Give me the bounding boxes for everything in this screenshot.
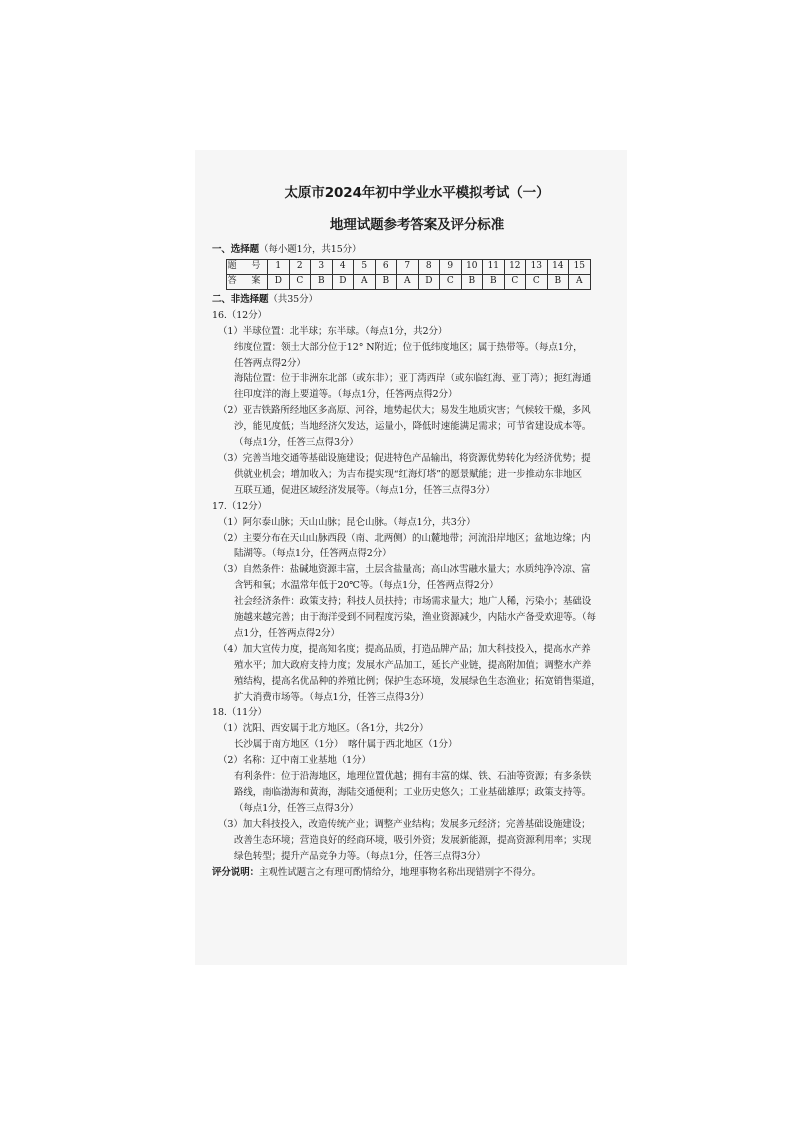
scoring-note-label: 评分说明： <box>212 866 260 878</box>
question-number-cell: 13 <box>526 259 548 274</box>
question-number-cell: 6 <box>375 259 397 274</box>
answer-line: 扩大消费市场等。（每点1分，任答三点得3分） <box>234 691 430 703</box>
answer-cell: B <box>461 274 483 289</box>
answer-cell: A <box>397 274 419 289</box>
question-number-cell: 1 <box>268 259 290 274</box>
answer-cell: C <box>440 274 462 289</box>
answer-line: 沙，能见度低；当地经济欠发达，运量小，降低时速能满足需求；可节省建设成本等。 <box>234 421 592 433</box>
answer-cell: C <box>526 274 548 289</box>
answer-cell: A <box>354 274 376 289</box>
question-number-cell: 11 <box>483 259 505 274</box>
question-heading: 16.（12分） <box>212 309 267 321</box>
answer-line: 有利条件：位于沿海地区，地理位置优越；拥有丰富的煤、铁、石油等资源；有多条铁 <box>234 771 592 783</box>
row-label-answer: 答 案 <box>227 274 268 289</box>
answer-line: 海陆位置：位于非洲东北部（或东非）；亚丁湾西岸（或东临红海、亚丁湾）；扼红海通 <box>234 373 592 385</box>
answer-line: （2）主要分布在天山山脉西段（南、北两侧）的山麓地带；河流沿岸地区；盆地边缘；内 <box>218 532 591 544</box>
question-number-cell: 12 <box>504 259 526 274</box>
answer-cell: D <box>268 274 290 289</box>
answer-table <box>226 259 591 290</box>
answer-cell: B <box>375 274 397 289</box>
answer-cell: B <box>311 274 333 289</box>
answer-line: 殖水平；加大政府支持力度；发展水产品加工，延长产业链，提高附加值；调整水产养 <box>234 659 592 671</box>
answer-cell: C <box>289 274 311 289</box>
answer-line: 陆湖等。（每点1分，任答两点得2分） <box>234 548 392 560</box>
page-subtitle: 地理试题参考答案及评分标准 <box>329 217 505 233</box>
answer-line: 殖结构，提高名优品种的养殖比例；保护生态环境，发展绿色生态渔业；拓宽销售渠道， <box>234 675 601 687</box>
question-number-cell: 7 <box>397 259 419 274</box>
answer-line: 社会经济条件：政策支持；科技人员扶持；市场需求量大；地广人稀，污染小；基础设 <box>234 596 592 608</box>
answer-line: 点1分，任答两点得2分） <box>234 627 340 639</box>
question-number-cell: 2 <box>289 259 311 274</box>
answer-line: （3）完善当地交通等基础设施建设；促进特色产品输出，将资源优势转化为经济优势；提 <box>218 452 591 464</box>
table-row-question-numbers <box>227 259 591 274</box>
answer-lines <box>212 308 622 865</box>
answer-cell: B <box>483 274 505 289</box>
answer-cell: D <box>418 274 440 289</box>
row-label-question: 题 号 <box>227 259 268 274</box>
answer-line: 含钙和氧；水温常年低于20℃等。（每点1分，任答两点得2分） <box>234 580 499 592</box>
question-number-cell: 4 <box>332 259 354 274</box>
answer-cell: C <box>504 274 526 289</box>
table-row-answers <box>227 274 591 289</box>
answer-line: （4）加大宣传力度，提高知名度；提高品质，打造品牌产品；加大科技投入，提高水产养 <box>218 643 591 655</box>
answer-cell: B <box>547 274 569 289</box>
question-number-cell: 15 <box>569 259 591 274</box>
section-note-nonchoice: （共35分） <box>268 293 318 305</box>
section-heading-nonchoice: 二、非选择题（共35分） <box>212 293 318 305</box>
question-number-cell: 10 <box>461 259 483 274</box>
answer-line: （3）加大科技投入，改造传统产业；调整产业结构；发展多元经济；完善基础设施建设； <box>218 818 591 830</box>
answer-line: 施越来越完善；由于海洋受到不同程度污染，渔业资源减少，内陆水产备受欢迎等。（每 <box>234 612 596 624</box>
answer-line: （1）阿尔泰山脉；天山山脉；昆仑山脉。（每点1分，共3分） <box>218 516 476 528</box>
answer-line: 纬度位置：领土大部分位于12° N附近；位于低纬度地区；属于热带等。（每点1分， <box>234 341 583 353</box>
answer-line: 长沙属于南方地区（1分） 喀什属于西北地区（1分） <box>234 739 458 751</box>
answer-line: （1）沈阳、西安属于北方地区。（各1分，共2分） <box>218 723 429 735</box>
question-heading: 17.（12分） <box>212 500 267 512</box>
question-number-cell: 8 <box>418 259 440 274</box>
answer-line: 绿色转型；提升产品竞争力等。（每点1分，任答三点得3分） <box>234 850 486 862</box>
question-heading: 18.（11分） <box>212 707 267 719</box>
answer-line: （2）亚吉铁路所经地区多高原、河谷，地势起伏大；易发生地质灾害；气候较干燥，多风 <box>218 405 591 417</box>
answer-line: 互联互通，促进区域经济发展等。（每点1分，任答三点得3分） <box>234 484 495 496</box>
answer-line: （1）半球位置：北半球；东半球。（每点1分，共2分） <box>218 325 448 337</box>
answer-line: 往印度洋的海上要道等。（每点1分，任答两点得2分） <box>234 389 458 401</box>
section-note-choice: （每小题1分，共15分） <box>259 244 362 255</box>
question-number-cell: 14 <box>547 259 569 274</box>
scoring-note-text: 主观性试题言之有理可酌情给分，地理事物名称出现错别字不得分。 <box>259 866 542 878</box>
answer-cell: A <box>569 274 591 289</box>
answer-line: 路线，南临渤海和黄海，海陆交通便利；工业历史悠久；工业基础雄厚；政策支持等。 <box>234 787 592 798</box>
answer-line: （3）自然条件：盐碱地资源丰富，土层含盐量高；高山冰雪融水量大；水质纯净冷凉、富 <box>218 564 591 576</box>
answer-line: （每点1分，任答三点得3分） <box>234 437 359 449</box>
answer-line: 改善生态环境；营造良好的经商环境，吸引外资；发展新能源，提高资源利用率；实现 <box>234 834 592 846</box>
answer-line: （2）名称：辽中南工业基地（1分） <box>218 755 371 767</box>
answer-line: 供就业机会；增加收入；为吉布提实现“红海灯塔”的愿景赋能；进一步推动东非地区 <box>234 468 582 480</box>
answer-cell: D <box>332 274 354 289</box>
question-number-cell: 5 <box>354 259 376 274</box>
page-title: 太原市2024年初中学业水平模拟考试（一） <box>284 185 550 201</box>
answer-line: （每点1分，任答三点得3分） <box>234 802 359 814</box>
scoring-note <box>212 865 622 881</box>
question-number-cell: 9 <box>440 259 462 274</box>
document-content <box>212 184 622 880</box>
section-heading-choice: 一、选择题（每小题1分，共15分） <box>212 244 362 255</box>
question-number-cell: 3 <box>311 259 333 274</box>
answer-line: 任答两点得2分） <box>234 357 306 369</box>
